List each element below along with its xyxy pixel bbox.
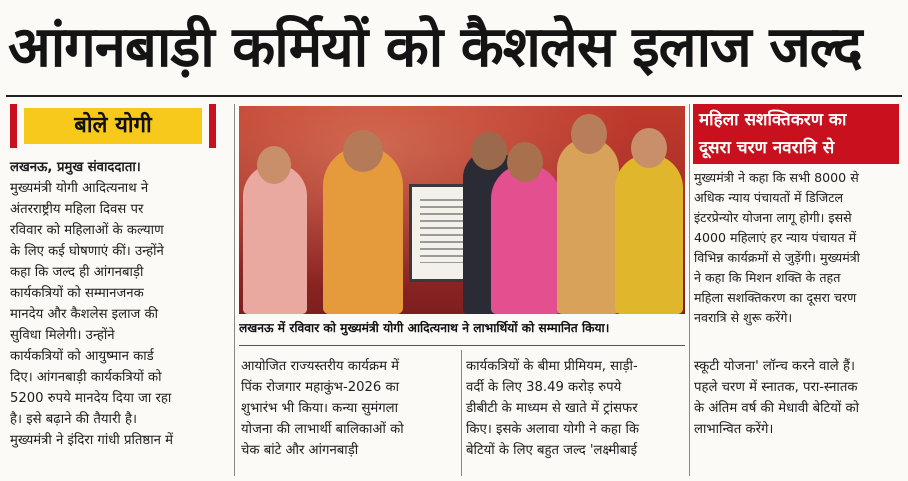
text-line: ने कहा कि मिशन शक्ति के तहत <box>694 270 841 285</box>
text-line: इंटरप्रेन्योर योजना लागू होगी। इससे <box>694 210 852 225</box>
text-line: महिला सशक्तिकरण का दूसरा चरण <box>694 290 857 305</box>
text-line: कार्यकत्रियों को आयुष्मान कार्ड <box>10 349 154 364</box>
photo-head <box>571 114 607 154</box>
photo-head <box>631 128 667 168</box>
caption-rule <box>239 345 685 346</box>
text-line: विभिन्न कार्यक्रमों से जुड़ेंगी। मुख्यमंत्री <box>694 250 860 265</box>
photo-man-saffron <box>557 138 619 314</box>
photo-woman-left <box>243 164 307 314</box>
photo-head <box>471 132 507 170</box>
text-line: के अंतिम वर्ष की मेधावी बेटियों को <box>694 401 860 416</box>
badge-right-bar <box>209 104 216 148</box>
sidebar-heading-line: महिला सशक्तिकरण का <box>699 110 847 130</box>
photo-head <box>257 146 291 184</box>
badge-label: बोले योगी <box>24 108 202 144</box>
column-divider <box>689 104 690 476</box>
column-3 <box>466 356 686 461</box>
text-line: दिए। आंगनबाड़ी कार्यकत्रियों को <box>10 370 162 385</box>
sidebar-heading <box>693 104 899 164</box>
text-line: मुख्यमंत्री ने इंदिरा गांधी प्रतिष्ठान में <box>10 433 174 448</box>
text-line: है। इसे बढ़ाने की तैयारी है। <box>10 412 137 427</box>
text-line: मुख्यमंत्री ने कहा कि सभी 8000 से <box>694 170 859 185</box>
photo-girl-pink <box>491 164 561 314</box>
text-line: डीबीटी के माध्यम से खाते में ट्रांसफर <box>466 401 638 416</box>
text-line: मानदेय और कैशलेस इलाज की <box>10 307 159 322</box>
text-line: आयोजित राज्यस्तरीय कार्यक्रम में <box>241 359 400 374</box>
text-line: पिंक रोजगार महाकुंभ-2026 का <box>241 380 400 395</box>
headline: आंगनबाड़ी कर्मियों को कैशलेस इलाज जल्द <box>8 15 862 80</box>
text-line: पहले चरण में स्नातक, परा-स्नातक <box>694 380 858 395</box>
dateline: लखनऊ, प्रमुख संवाददाता। <box>10 160 141 175</box>
text-line: चेक बांटे और आंगनबाड़ी <box>241 443 359 458</box>
text-line: रविवार को महिलाओं के कल्याण <box>10 223 164 238</box>
text-line: योजना की लाभार्थी बालिकाओं को <box>241 422 404 437</box>
text-line: किए। इसके अलावा योगी ने कहा कि <box>466 422 639 437</box>
text-line: स्कूटी योजना' लॉन्च करने वाले हैं। <box>694 359 855 374</box>
text-line: नवरात्रि से शुरू करेंगे। <box>694 310 793 325</box>
photo-caption: लखनऊ में रविवार को मुख्यमंत्री योगी आदित्यनाथ ने लाभार्थियों को सम्मानित किया। <box>239 321 610 335</box>
news-photo <box>239 106 685 314</box>
text-line: लाभान्वित करेंगे। <box>694 422 774 437</box>
text-line: वर्दी के लिए 38.49 करोड़ रुपये <box>466 380 622 395</box>
photo-head <box>343 130 383 172</box>
column-divider <box>461 350 462 476</box>
text-line: 5200 रुपये मानदेय दिया जा रहा <box>10 391 172 406</box>
column-1 <box>10 157 232 451</box>
text-line: शुभारंभ भी किया। कन्या सुमंगला <box>241 401 399 416</box>
text-line: अधिक न्याय पंचायतों में डिजिटल <box>694 190 844 205</box>
photo-head <box>507 142 543 182</box>
text-line: के लिए कई घोषणाएं कीं। उन्होंने <box>10 244 164 259</box>
text-line: कहा कि जल्द ही आंगनबाड़ी <box>10 265 144 280</box>
top-rule <box>6 95 902 97</box>
sidebar-heading-line: दूसरा चरण नवरात्रि से <box>699 138 835 158</box>
text-line: 4000 महिलाएं हर न्याय पंचायत में <box>694 230 857 245</box>
column-4 <box>694 356 904 440</box>
text-line: बेटियों के लिए बहुत जल्द 'लक्ष्मीबाई <box>466 443 638 458</box>
text-line: कार्यकत्रियों के बीमा प्रीमियम, साड़ी- <box>466 359 638 374</box>
text-line: सुविधा मिलेगी। उन्होंने <box>10 328 115 343</box>
photo-woman-right <box>615 154 683 314</box>
text-line: मुख्यमंत्री योगी आदित्यनाथ ने <box>10 181 149 196</box>
text-line: कार्यकत्रियों को सम्मानजनक <box>10 286 144 301</box>
column-divider <box>234 104 235 476</box>
text-line: अंतरराष्ट्रीय महिला दिवस पर <box>10 202 144 217</box>
column-badge <box>10 104 216 148</box>
column-2 <box>241 356 459 461</box>
badge-left-bar <box>10 104 17 148</box>
sidebar-body <box>694 168 904 328</box>
